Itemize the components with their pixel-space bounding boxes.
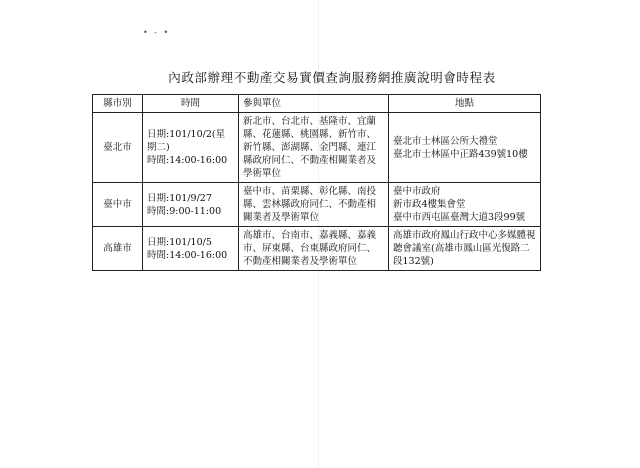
time-text: 時間:9:00-11:00 (147, 205, 222, 217)
document-title: 內政部辦理不動產交易實價查詢服務網推廣說明會時程表 (168, 70, 496, 85)
header-time: 時間 (143, 95, 239, 113)
schedule-table (92, 94, 541, 271)
city-cell: 臺中市 (93, 183, 143, 227)
date-text: 日期:101/9/27 (147, 192, 212, 204)
table-row (93, 183, 541, 227)
city-cell: 高雄市 (93, 227, 143, 271)
date-text: 日期:101/10/2(星期二) (147, 129, 226, 153)
location-cell: 臺中市政府 新市政4樓集會堂 臺中市西屯區臺灣大道3段99號 (389, 183, 541, 227)
header-location: 地點 (389, 95, 541, 113)
city-cell: 臺北市 (93, 113, 143, 183)
header-row (93, 95, 541, 113)
table-row (93, 113, 541, 183)
header-units: 參與單位 (239, 95, 389, 113)
units-cell: 高雄市、台南市、嘉義縣、嘉義市、屏東縣、台東縣政府同仁、不動產相關業者及學術單位 (239, 227, 389, 271)
time-text: 時間:14:00-16:00 (147, 249, 228, 261)
time-cell (143, 113, 239, 183)
time-cell (143, 227, 239, 271)
units-cell: 臺中市、苗栗縣、彰化縣、南投縣、雲林縣政府同仁、不動產相關業者及學術單位 (239, 183, 389, 227)
units-cell: 新北市、台北市、基隆市、宜蘭縣、花蓮縣、桃園縣、新竹市、新竹縣、澎湖縣、金門縣、連江縣政府同仁、不動產相關業者及學術單位 (239, 113, 389, 183)
header-city: 縣市別 (93, 95, 143, 113)
top-marks: • - • (143, 28, 171, 37)
time-cell (143, 183, 239, 227)
table-row (93, 227, 541, 271)
date-text: 日期:101/10/5 (147, 236, 212, 248)
time-text: 時間:14:00-16:00 (147, 155, 228, 166)
location-cell: 高雄市政府鳳山行政中心多媒體視聽會議室(高雄市鳳山區光復路二段132號) (389, 227, 541, 271)
location-cell: 臺北市士林區公所大禮堂 臺北市士林區中正路439號10樓 (389, 113, 541, 183)
